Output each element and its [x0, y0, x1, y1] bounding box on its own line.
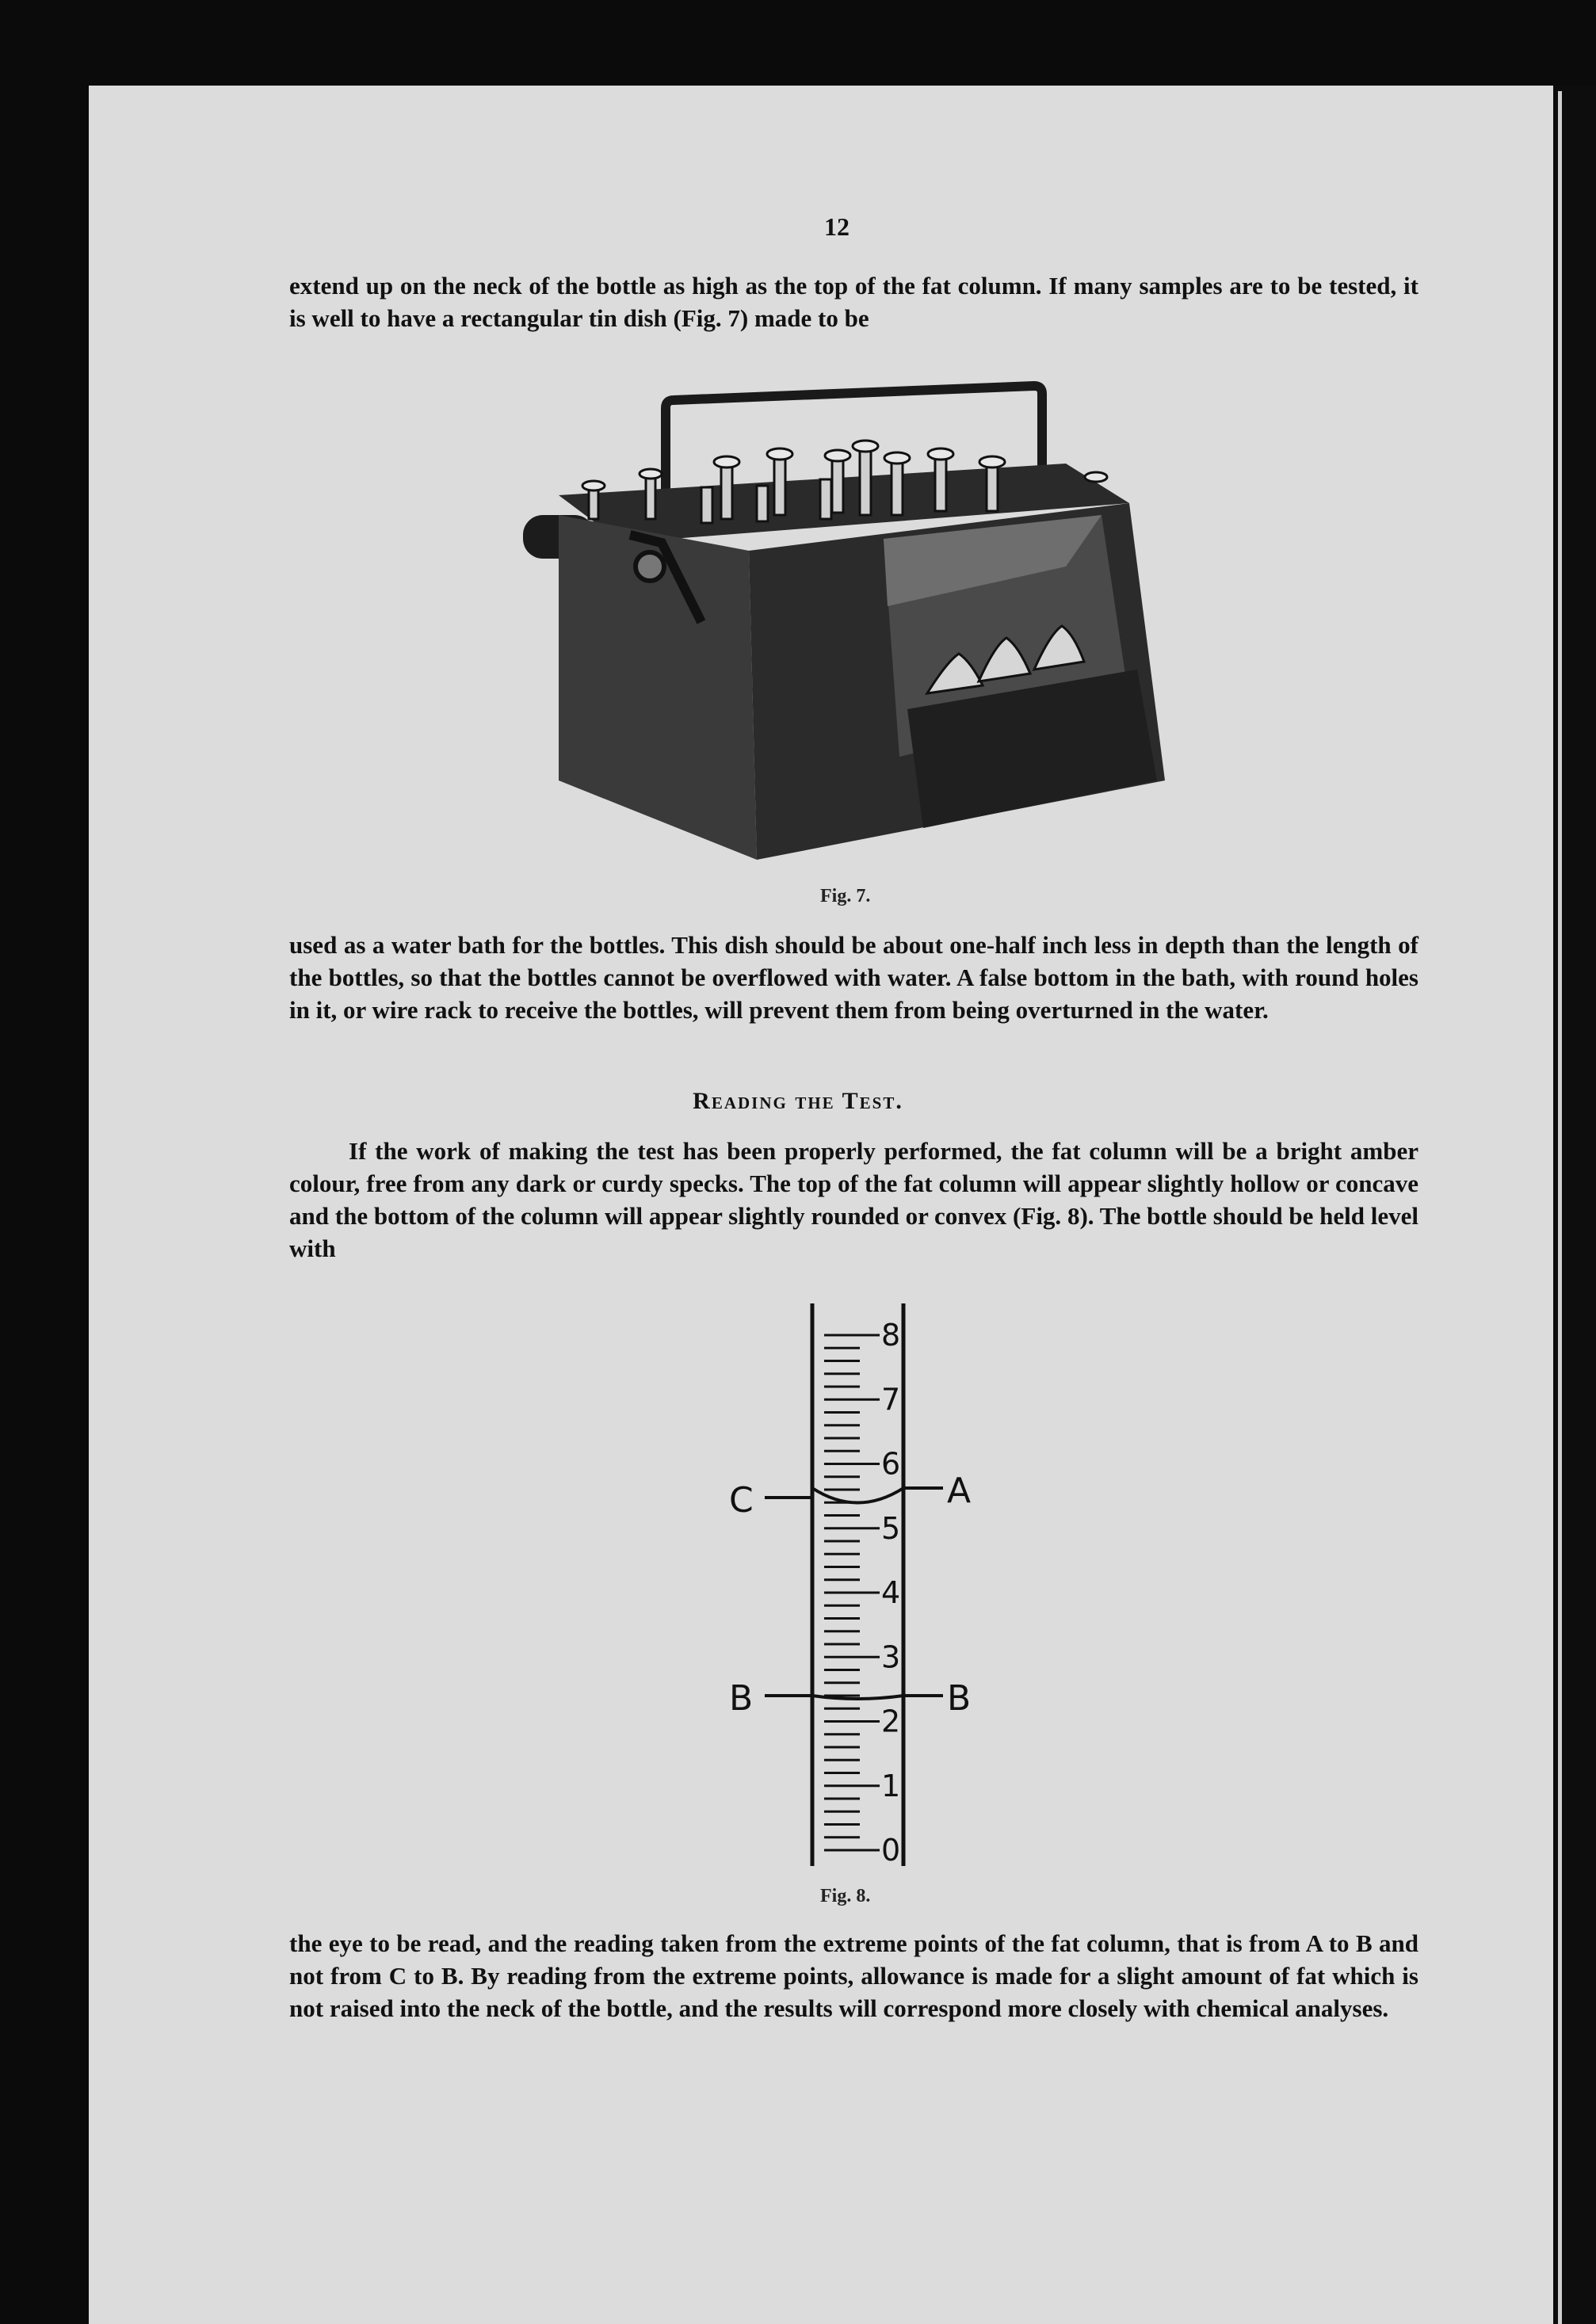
- scale-number: 7: [881, 1382, 901, 1418]
- paragraph-3: If the work of making the test has been properly performed, the fat column will be a bright amber colour, free from any dark or curdy specks. The top of the fat column will appear slightly hollow or concave and the bottom of the column will appear slightly rounded or convex (Fig. 8). The bottle should be held level with: [289, 1137, 1418, 1262]
- page-edge-line: [1558, 91, 1562, 2324]
- figure-7-caption: Fig. 7.: [820, 886, 871, 906]
- figure-8-graduated-neck: [713, 1299, 983, 1870]
- label-b-left: B: [729, 1678, 754, 1719]
- figure-8-caption: Fig. 8.: [820, 1886, 871, 1906]
- scale-ticks: [824, 1335, 880, 1850]
- figure-7-tin-dish: [495, 368, 1208, 876]
- page-number: 12: [824, 212, 850, 241]
- scale-numbers: [881, 1318, 900, 1868]
- label-a: A: [947, 1471, 972, 1511]
- scale-number: 8: [881, 1318, 901, 1353]
- paragraph-4: the eye to be read, and the reading taken from the extreme points of the fat column, that is from A to B and not from C to B. By reading from the extreme points, allowance is made for a slight amount of fat which is not raised into the neck of the bottle, and the results will correspond more closely with chemical analyses.: [289, 1929, 1418, 2022]
- scale-number: 4: [881, 1575, 901, 1610]
- paragraph-2: used as a water bath for the bottles. This dish should be about one-half inch less in depth than the length of the bottles, so that the bottles cannot be overflowed with water. A false bottom in the bath, with round holes in it, or wire rack to receive the bottles, will prevent them from being overturned in the water.: [289, 931, 1418, 1024]
- scale-number: 5: [881, 1510, 901, 1546]
- label-c: C: [729, 1480, 754, 1521]
- paragraph-1: extend up on the neck of the bottle as high as the top of the fat column. If many samples are to be tested, it is well to have a rectangular tin dish (Fig. 7) made to be: [289, 272, 1418, 332]
- label-b-right: B: [947, 1678, 972, 1719]
- scale-number: 1: [881, 1768, 901, 1803]
- section-heading: Reading the Test.: [693, 1088, 903, 1114]
- scale-number: 3: [881, 1639, 901, 1675]
- scale-number: 2: [881, 1704, 901, 1739]
- scale-number: 6: [881, 1446, 901, 1482]
- scale-number: 0: [881, 1833, 901, 1868]
